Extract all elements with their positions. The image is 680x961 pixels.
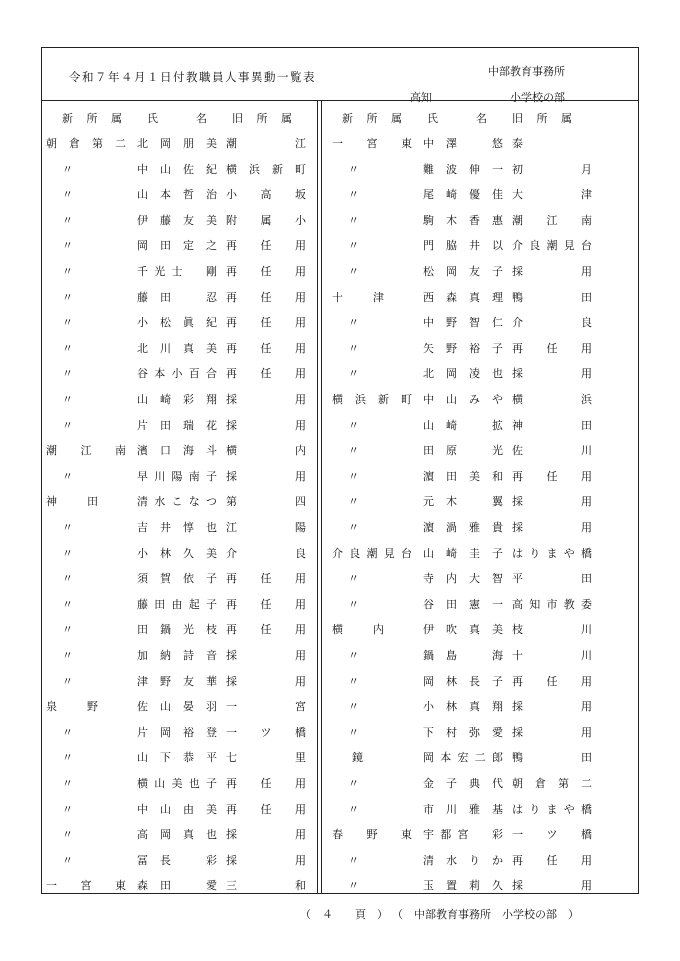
- cell-old: 再任用: [512, 469, 592, 483]
- cell-name: 鍋島 海: [423, 649, 503, 662]
- table-row: [332, 646, 602, 666]
- cell-name: 濵田美和: [423, 469, 503, 483]
- cell-name: 加納詩音: [137, 649, 217, 662]
- table-row: [332, 339, 602, 359]
- cell-name: 谷田憲一: [423, 597, 503, 611]
- table-row: [332, 723, 602, 743]
- cell-name: 片岡裕登: [137, 725, 217, 739]
- footer-office-note: （ 中部教育事務所 小学校の部 ）: [392, 908, 579, 921]
- cell-old: 再任用: [226, 597, 306, 611]
- cell-name: 濵渦雅貴: [423, 521, 503, 534]
- cell-name: 冨長 彩: [137, 853, 217, 867]
- cell-old: はりまや橋: [512, 546, 592, 560]
- cell-new: 〃: [62, 572, 73, 586]
- cell-name: 門脇井以: [423, 239, 503, 253]
- cell-old: 江陽: [226, 521, 306, 534]
- cell-old: 採用: [512, 265, 592, 278]
- cell-old: 再任用: [226, 341, 306, 355]
- cell-name: 清水こなつ: [137, 495, 217, 509]
- cell-new: 〃: [348, 572, 359, 586]
- cell-name: 吉井惇也: [137, 521, 217, 534]
- table-row: [332, 620, 602, 640]
- cell-old: 再任用: [512, 853, 592, 867]
- cell-old: 再任用: [226, 572, 306, 586]
- cell-name: 須賀依子: [137, 572, 217, 586]
- cell-old: 一宮: [226, 700, 306, 714]
- table-row: [46, 390, 316, 410]
- cell-name: 中山佐紀: [137, 162, 217, 176]
- cell-new: 横内: [332, 623, 384, 637]
- cell-old: 介良: [226, 546, 306, 560]
- cell-name: 松岡友子: [423, 265, 503, 278]
- table-row: [46, 672, 316, 692]
- table-row: [332, 364, 602, 384]
- cell-new: 泉野: [46, 700, 98, 714]
- cell-new: 横浜新町: [332, 393, 412, 406]
- cell-new: 〃: [62, 777, 73, 790]
- right-header-old: 旧所属: [512, 112, 572, 125]
- cell-old: 介良潮見台: [512, 239, 592, 253]
- table-row: [332, 134, 602, 154]
- cell-old: 採用: [226, 469, 306, 483]
- table-row: [46, 774, 316, 794]
- cell-name: 片田瑞花: [137, 418, 217, 432]
- page-number: （ ４ 頁 ）: [300, 908, 388, 921]
- cell-old: 小高坂: [226, 188, 306, 202]
- cell-old: 採用: [226, 853, 306, 867]
- cell-name: 北川真美: [137, 341, 217, 355]
- table-row: [332, 569, 602, 589]
- cell-new: 〃: [348, 469, 359, 483]
- cell-new: 一宮東: [332, 137, 412, 150]
- table-row: [46, 569, 316, 589]
- table-row: [46, 416, 316, 436]
- cell-new: 〃: [348, 597, 359, 611]
- table-row: [332, 160, 602, 180]
- cell-name: 山本哲治: [137, 188, 217, 202]
- cell-name: 山崎 拡: [423, 418, 503, 432]
- table-row: [332, 544, 602, 564]
- table-row: [46, 800, 316, 820]
- cell-new: 朝倉第二: [46, 137, 126, 150]
- office-name: 中部教育事務所: [488, 65, 565, 78]
- table-row: [46, 467, 316, 487]
- region-name: 高知: [410, 91, 432, 104]
- cell-old: 採用: [226, 828, 306, 842]
- cell-new: 〃: [62, 597, 73, 611]
- cell-name: 中山みや: [423, 393, 503, 406]
- cell-old: 採用: [512, 879, 592, 893]
- cell-old: 潮江南: [512, 213, 592, 227]
- table-row: [332, 492, 602, 512]
- cell-name: 伊藤友美: [137, 213, 217, 227]
- cell-name: 藤田 忍: [137, 290, 217, 304]
- table-row: [332, 672, 602, 692]
- left-header-name: 氏 名: [147, 112, 207, 125]
- cell-new: 神田: [46, 495, 98, 509]
- column-divider: [317, 101, 318, 893]
- cell-name: 高岡真也: [137, 828, 217, 842]
- cell-old: 七里: [226, 751, 306, 765]
- table-row: [46, 544, 316, 564]
- cell-new: 介良潮見台: [332, 546, 412, 560]
- cell-new: 〃: [348, 418, 359, 432]
- cell-name: 難波伸一: [423, 162, 503, 176]
- cell-old: はりまや橋: [512, 802, 592, 816]
- cell-name: 山崎彩翔: [137, 393, 217, 406]
- cell-new: 〃: [348, 162, 359, 176]
- cell-new: 〃: [62, 213, 73, 227]
- cell-new: 〃: [348, 444, 359, 458]
- cell-name: 矢野裕子: [423, 341, 503, 355]
- cell-old: 介良: [512, 316, 592, 330]
- column-divider: [321, 101, 322, 893]
- cell-old: 初月: [512, 162, 592, 176]
- cell-new: 〃: [348, 802, 359, 816]
- cell-name: 小林久美: [137, 546, 217, 560]
- table-row: [332, 236, 602, 256]
- table-row: [46, 492, 316, 512]
- cell-name: 中澤 悠: [423, 137, 503, 150]
- cell-new: 〃: [348, 879, 359, 893]
- cell-new: 潮江南: [46, 444, 126, 458]
- cell-old: 横内: [226, 444, 306, 458]
- table-row: [46, 160, 316, 180]
- cell-old: 枝川: [512, 623, 592, 637]
- cell-new: 〃: [348, 213, 359, 227]
- cell-new: 〃: [62, 828, 73, 842]
- cell-new: 〃: [348, 341, 359, 355]
- cell-old: 十川: [512, 649, 592, 662]
- cell-name: 田原 光: [423, 444, 503, 458]
- table-row: [332, 262, 602, 282]
- cell-new: 〃: [62, 725, 73, 739]
- table-row: [46, 288, 316, 308]
- right-header-name: 氏 名: [427, 112, 487, 125]
- cell-new: 〃: [62, 674, 73, 688]
- cell-name: 谷本小百合: [137, 367, 217, 381]
- cell-name: 津野友華: [137, 674, 217, 688]
- cell-old: 鴨田: [512, 751, 592, 765]
- table-row: [332, 441, 602, 461]
- cell-name: 岡田定之: [137, 239, 217, 253]
- cell-old: 採用: [226, 393, 306, 406]
- table-row: [332, 185, 602, 205]
- cell-old: 附属小: [226, 213, 306, 227]
- cell-new: 〃: [348, 853, 359, 867]
- cell-old: 再任用: [226, 367, 306, 381]
- cell-new: 〃: [348, 188, 359, 202]
- table-row: [46, 441, 316, 461]
- cell-new: 〃: [62, 367, 73, 381]
- cell-name: 玉置莉久: [423, 879, 503, 893]
- cell-new: 〃: [348, 521, 359, 534]
- table-row: [46, 723, 316, 743]
- cell-new: 〃: [348, 649, 359, 662]
- division-name: 小学校の部: [510, 91, 565, 104]
- table-row: [46, 185, 316, 205]
- cell-new: 〃: [348, 700, 359, 714]
- cell-new: 〃: [348, 265, 359, 278]
- cell-name: 市川雅基: [423, 802, 503, 816]
- cell-name: 中野智仁: [423, 316, 503, 330]
- cell-name: 北岡朋美: [137, 137, 217, 150]
- cell-old: 採用: [226, 674, 306, 688]
- cell-old: 再任用: [512, 341, 592, 355]
- cell-name: 宇都宮 彩: [423, 828, 503, 842]
- table-row: [332, 876, 602, 896]
- cell-name: 駒木香惠: [423, 213, 503, 227]
- cell-old: 泰: [512, 137, 523, 150]
- cell-new: 〃: [62, 649, 73, 662]
- table-row: [46, 697, 316, 717]
- cell-new: 〃: [62, 546, 73, 560]
- cell-name: 小林真翔: [423, 700, 503, 714]
- table-row: [332, 390, 602, 410]
- cell-old: 再任用: [226, 265, 306, 278]
- cell-name: 山下恭平: [137, 751, 217, 765]
- cell-new: 〃: [62, 393, 73, 406]
- cell-old: 採用: [512, 725, 592, 739]
- cell-name: 藤田由起子: [137, 597, 217, 611]
- table-row: [46, 595, 316, 615]
- cell-old: 採用: [226, 418, 306, 432]
- cell-new: 〃: [62, 239, 73, 253]
- cell-name: 西森真理: [423, 290, 503, 304]
- cell-old: 再任用: [226, 239, 306, 253]
- cell-new: 〃: [348, 777, 359, 790]
- table-row: [332, 774, 602, 794]
- table-row: [46, 262, 316, 282]
- cell-name: 横山美也子: [137, 777, 217, 790]
- table-row: [46, 211, 316, 231]
- table-row: [46, 134, 316, 154]
- cell-new: 鏡: [352, 751, 363, 765]
- cell-new: 〃: [62, 853, 73, 867]
- cell-old: 潮江: [226, 137, 306, 150]
- cell-old: 採用: [512, 700, 592, 714]
- table-row: [46, 851, 316, 871]
- cell-name: 金子典代: [423, 777, 503, 790]
- cell-new: 〃: [62, 188, 73, 202]
- cell-new: 十津: [332, 290, 384, 304]
- table-row: [332, 211, 602, 231]
- cell-old: 三和: [226, 879, 306, 893]
- cell-new: 〃: [62, 802, 73, 816]
- cell-new: 春野東: [332, 828, 412, 842]
- cell-new: 一宮東: [46, 879, 126, 893]
- cell-new: 〃: [348, 239, 359, 253]
- cell-old: 再任用: [512, 674, 592, 688]
- cell-new: 〃: [62, 751, 73, 765]
- cell-old: 大津: [512, 188, 592, 202]
- table-row: [46, 620, 316, 640]
- cell-name: 寺内大智: [423, 572, 503, 586]
- table-row: [46, 825, 316, 845]
- table-row: [46, 876, 316, 896]
- table-row: [46, 339, 316, 359]
- personnel-table-sheet: [41, 47, 639, 894]
- cell-new: 〃: [62, 521, 73, 534]
- table-row: [332, 825, 602, 845]
- cell-old: 採用: [226, 649, 306, 662]
- cell-name: 清水りか: [423, 853, 503, 867]
- cell-old: 一ツ橋: [512, 828, 592, 842]
- left-header-new: 新所属: [62, 112, 122, 125]
- cell-name: 佐山晏羽: [137, 700, 217, 714]
- cell-old: 朝倉第二: [512, 777, 592, 790]
- cell-old: 高知市教委: [512, 597, 592, 611]
- table-row: [46, 313, 316, 333]
- cell-new: 〃: [62, 162, 73, 176]
- cell-old: 横浜新町: [226, 162, 306, 176]
- cell-old: 佐川: [512, 444, 592, 458]
- table-row: [332, 467, 602, 487]
- cell-name: 中山由美: [137, 802, 217, 816]
- cell-old: 第四: [226, 495, 306, 509]
- table-row: [332, 595, 602, 615]
- table-row: [332, 748, 602, 768]
- table-row: [46, 748, 316, 768]
- cell-new: 〃: [348, 367, 359, 381]
- cell-new: 〃: [348, 674, 359, 688]
- cell-old: 平田: [512, 572, 592, 586]
- cell-old: 再任用: [226, 777, 306, 790]
- left-header-old: 旧所属: [232, 112, 292, 125]
- cell-name: 岡本宏二郎: [423, 751, 503, 765]
- table-row: [46, 518, 316, 538]
- cell-old: 採用: [512, 367, 592, 381]
- cell-new: 〃: [62, 341, 73, 355]
- cell-new: 〃: [348, 495, 359, 509]
- cell-new: 〃: [62, 265, 73, 278]
- table-row: [46, 646, 316, 666]
- cell-name: 小松眞紀: [137, 316, 217, 330]
- cell-old: 神田: [512, 418, 592, 432]
- cell-old: 再任用: [226, 802, 306, 816]
- cell-new: 〃: [62, 290, 73, 304]
- table-row: [332, 313, 602, 333]
- cell-name: 早川陽南子: [137, 469, 217, 483]
- cell-name: 伊吹真美: [423, 623, 503, 637]
- cell-name: 山崎圭子: [423, 546, 503, 560]
- cell-new: 〃: [348, 725, 359, 739]
- table-row: [332, 518, 602, 538]
- cell-old: 再任用: [226, 316, 306, 330]
- cell-name: 元木 翼: [423, 495, 503, 509]
- table-row: [46, 236, 316, 256]
- cell-name: 濱口海斗: [137, 444, 217, 458]
- cell-new: 〃: [62, 316, 73, 330]
- table-row: [332, 851, 602, 871]
- cell-old: 採用: [512, 495, 592, 509]
- cell-name: 北岡凌也: [423, 367, 503, 381]
- right-header-new: 新所属: [342, 112, 402, 125]
- cell-new: 〃: [62, 469, 73, 483]
- cell-name: 千光士 剛: [137, 265, 217, 278]
- cell-new: 〃: [62, 623, 73, 637]
- cell-old: 鴨田: [512, 290, 592, 304]
- cell-old: 再任用: [226, 290, 306, 304]
- cell-old: 横浜: [512, 393, 592, 406]
- cell-name: 田鍋光枝: [137, 623, 217, 637]
- cell-name: 森田 愛: [137, 879, 217, 893]
- cell-name: 下村弥愛: [423, 725, 503, 739]
- table-row: [46, 364, 316, 384]
- cell-old: 再任用: [226, 623, 306, 637]
- cell-old: 採用: [512, 521, 592, 534]
- table-row: [332, 697, 602, 717]
- cell-name: 尾崎優佳: [423, 188, 503, 202]
- table-row: [332, 416, 602, 436]
- cell-old: 一ツ橋: [226, 725, 306, 739]
- cell-new: 〃: [348, 316, 359, 330]
- header-divider: [42, 100, 638, 101]
- cell-name: 岡林長子: [423, 674, 503, 688]
- document-title: 令和７年４月１日付教職員人事異動一覧表: [69, 70, 316, 84]
- table-row: [332, 288, 602, 308]
- table-row: [332, 800, 602, 820]
- cell-new: 〃: [62, 418, 73, 432]
